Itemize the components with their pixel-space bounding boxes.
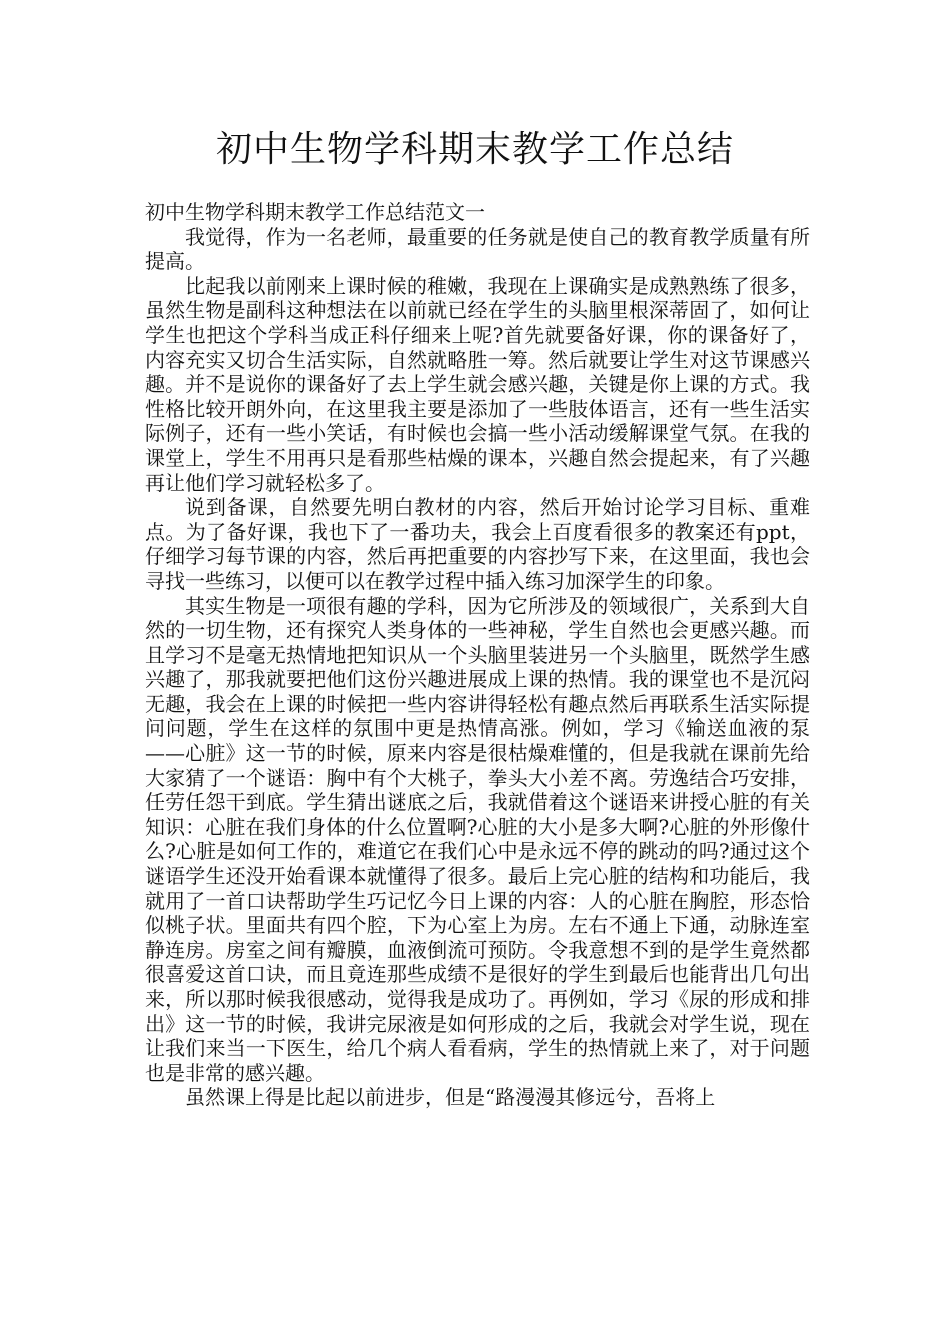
document-subtitle: 初中生物学科期末教学工作总结范文一 [145, 200, 485, 224]
paragraph: 说到备课，自然要先明白教材的内容，然后开始讨论学习目标、重难点。为了备好课，我也下了一番功夫，我会上百度看很多的教案还有ppt，仔细学习每节课的内容，然后再把重要的内容抄写下来，在这里面，我也会寻找一些练习，以便可以在教学过程中插入练习加深学生的印象。 [145, 495, 810, 593]
document-title: 初中生物学科期末教学工作总结 [215, 129, 734, 170]
document-body [145, 200, 810, 1110]
paragraph: 其实生物是一项很有趣的学科，因为它所涉及的领域很广，关系到大自然的一切生物，还有探究人类身体的一些神秘，学生自然也会更感兴趣。而且学习不是毫无热情地把知识从一个头脑里装进另一个头脑里，既然学生感兴趣了，那我就要把他们这份兴趣进展成上课的热情。我的课堂也不是沉闷无趣，我会在上课的时候把一些内容讲得轻松有趣点然后再联系生活实际提问问题，学生在这样的氛围中更是热情高涨。例如，学习《输送血液的泵——心脏》这一节的时候，原来内容是很枯燥难懂的，但是我就在课前先给大家猜了一个谜语：胸中有个大桃子，拳头大小差不离。劳逸结合巧安排，任劳任怨干到底。学生猜出谜底之后，我就借着这个谜语来讲授心脏的有关知识：心脏在我们身体的什么位置啊?心脏的大小是多大啊?心脏的外形像什么?心脏是如何工作的，难道它在我们心中是永远不停的跳动的吗?通过这个谜语学生还没开始看课本就懂得了很多。最后上完心脏的结构和功能后，我就用了一首口诀帮助学生巧记忆今日上课的内容：人的心脏在胸腔，形态恰似桃子状。里面共有四个腔，下为心室上为房。左右不通上下通，动脉连室静连房。房室之间有瓣膜，血液倒流可预防。令我意想不到的是学生竟然都很喜爱这首口诀，而且竟连那些成绩不是很好的学生到最后也能背出几句出来，所以那时候我很感动，觉得我是成功了。再例如，学习《尿的形成和排出》这一节的时候，我讲完尿液是如何形成的之后，我就会对学生说，现在让我们来当一下医生，给几个病人看看病，学生的热情就上来了，对于问题也是非常的感兴趣。 [145, 593, 810, 1085]
paragraph: 虽然课上得是比起以前进步，但是“路漫漫其修远兮，吾将上 [185, 1085, 716, 1110]
paragraph: 我觉得，作为一名老师，最重要的任务就是使自己的教育教学质量有所提高。 [145, 224, 810, 274]
paragraph: 比起我以前刚来上课时候的稚嫩，我现在上课确实是成熟熟练了很多，虽然生物是副科这种想法在以前就已经在学生的头脑里根深蒂固了，如何让学生也把这个学科当成正科仔细来上呢?首先就要备好课，你的课备好了，内容充实又切合生活实际，自然就略胜一筹。然后就要让学生对这节课感兴趣。并不是说你的课备好了去上学生就会感兴趣，关键是你上课的方式。我性格比较开朗外向，在这里我主要是添加了一些肢体语言，还有一些生活实际例子，还有一些小笑话，有时候也会搞一些小活动缓解课堂气氛。在我的课堂上，学生不用再只是看那些枯燥的课本，兴趣自然会提起来，有了兴趣再让他们学习就轻松多了。 [145, 273, 810, 495]
